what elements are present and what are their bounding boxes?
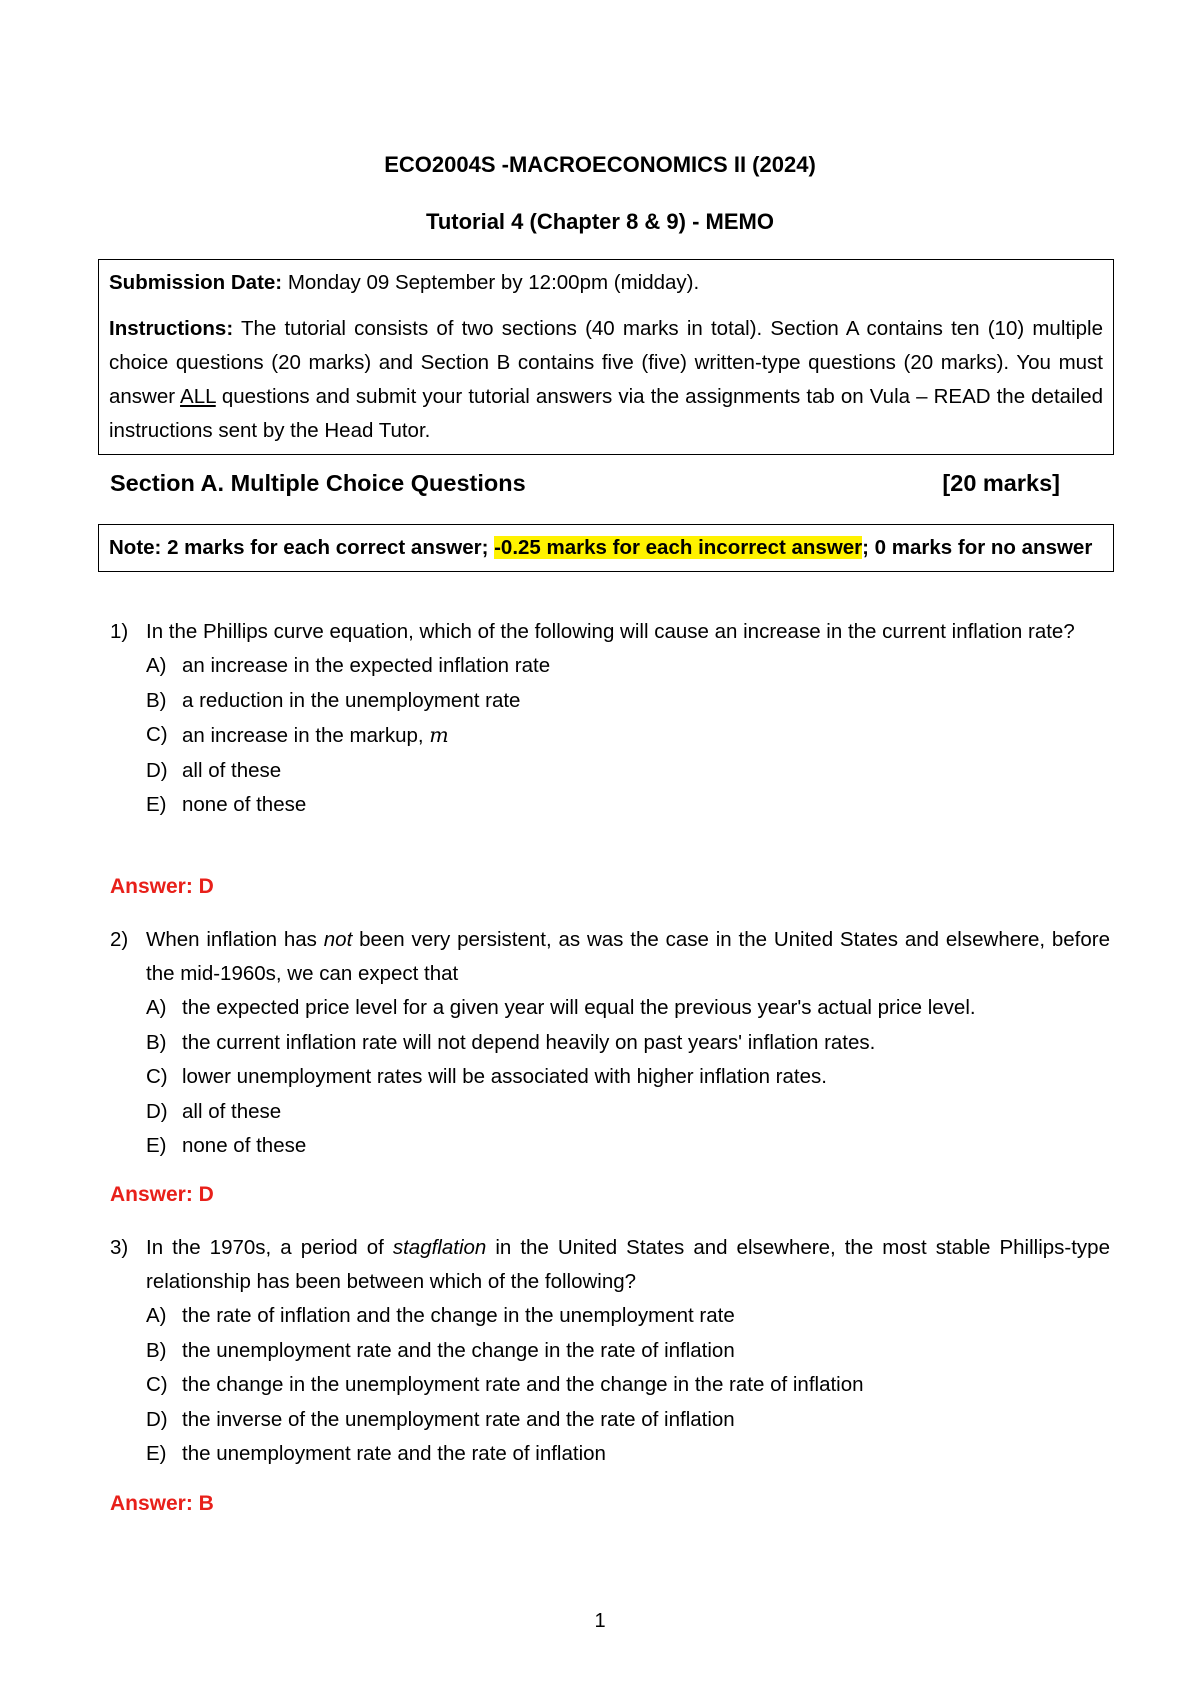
question-number: 2): [110, 928, 129, 951]
section-a-heading: [110, 470, 1060, 497]
submission-label: Submission Date:: [109, 271, 283, 294]
instructions-text-1: The tutorial consists of two sections (40 marks in total). Section A contains ten (10) multiple choice questions (20 marks) and Section B contains five (five) written-type questions (20 marks). You must answer: [109, 317, 1103, 408]
question-stem: In the 1970s, a period of stagflation in the United States and elsewhere, the most stable Phillips-type relationship has been between which of the following?: [146, 1236, 1110, 1293]
note-box: [98, 524, 1114, 572]
option-b: B) the current inflation rate will not depend heavily on past years' inflation rates.: [146, 1030, 876, 1054]
option-e: E) none of these: [146, 1134, 307, 1157]
option-a: A) an increase in the expected inflation rate: [146, 654, 551, 677]
question-number: 3): [110, 1236, 129, 1259]
option-a: A) the expected price level for a given year will equal the previous year's actual price level.: [146, 996, 976, 1019]
note-text-1: Note: 2 marks for each correct answer;: [109, 536, 495, 559]
page-number: 1: [594, 1610, 606, 1632]
section-a-title: Section A. Multiple Choice Questions: [110, 470, 526, 496]
submission-line: [109, 266, 1103, 300]
instructions-label: Instructions:: [109, 317, 234, 340]
option-a: A) the rate of inflation and the change in the unemployment rate: [146, 1304, 735, 1327]
note-text-2: ; 0 marks for no answer: [862, 536, 1093, 559]
option-d: D) all of these: [146, 758, 282, 782]
option-b: B) a reduction in the unemployment rate: [146, 688, 521, 712]
option-c: C) an increase in the markup, m: [146, 723, 449, 747]
option-d: D) the inverse of the unemployment rate and the rate of inflation: [146, 1407, 735, 1431]
option-list: [146, 649, 1110, 823]
option-list: [146, 991, 1110, 1164]
option-b: B) the unemployment rate and the change in the rate of inflation: [146, 1338, 735, 1362]
option-c: C) the change in the unemployment rate and the change in the rate of inflation: [146, 1373, 864, 1396]
instructions-text-2: questions and submit your tutorial answers via the assignments tab on Vula – READ the detailed instructions sent by the Head Tutor.: [109, 385, 1103, 442]
option-list: [146, 1299, 1110, 1472]
instructions-emphasis: ALL: [180, 385, 216, 408]
option-d: D) all of these: [146, 1099, 282, 1123]
answer-2: Answer: D: [110, 1183, 214, 1206]
section-a-marks: [20 marks]: [942, 470, 1060, 496]
question-number: 1): [110, 620, 129, 643]
course-title: ECO2004S -MACROECONOMICS II (2024): [384, 152, 816, 177]
question-1: [110, 615, 1110, 823]
info-box: [98, 259, 1114, 455]
option-c: C) lower unemployment rates will be associated with higher inflation rates.: [146, 1065, 827, 1088]
tutorial-title: Tutorial 4 (Chapter 8 & 9) - MEMO: [426, 209, 774, 234]
option-e: E) the unemployment rate and the rate of inflation: [146, 1442, 606, 1465]
markup-symbol: m: [429, 723, 449, 747]
answer-3: Answer: B: [110, 1492, 214, 1515]
question-stem: When inflation has not been very persistent, as was the case in the United States and elsewhere, before the mid-1960s, we can expect that: [146, 928, 1111, 985]
question-stem: In the Phillips curve equation, which of the following will cause an increase in the current inflation rate?: [146, 620, 1075, 643]
note-highlight: -0.25 marks for each incorrect answer: [494, 536, 863, 559]
question-2: [110, 923, 1110, 1164]
option-e: E) none of these: [146, 793, 307, 816]
submission-text: Monday 09 September by 12:00pm (midday).: [282, 271, 700, 294]
answer-1: Answer: D: [110, 875, 214, 898]
instructions-paragraph: [109, 312, 1103, 448]
question-3: [110, 1231, 1110, 1472]
